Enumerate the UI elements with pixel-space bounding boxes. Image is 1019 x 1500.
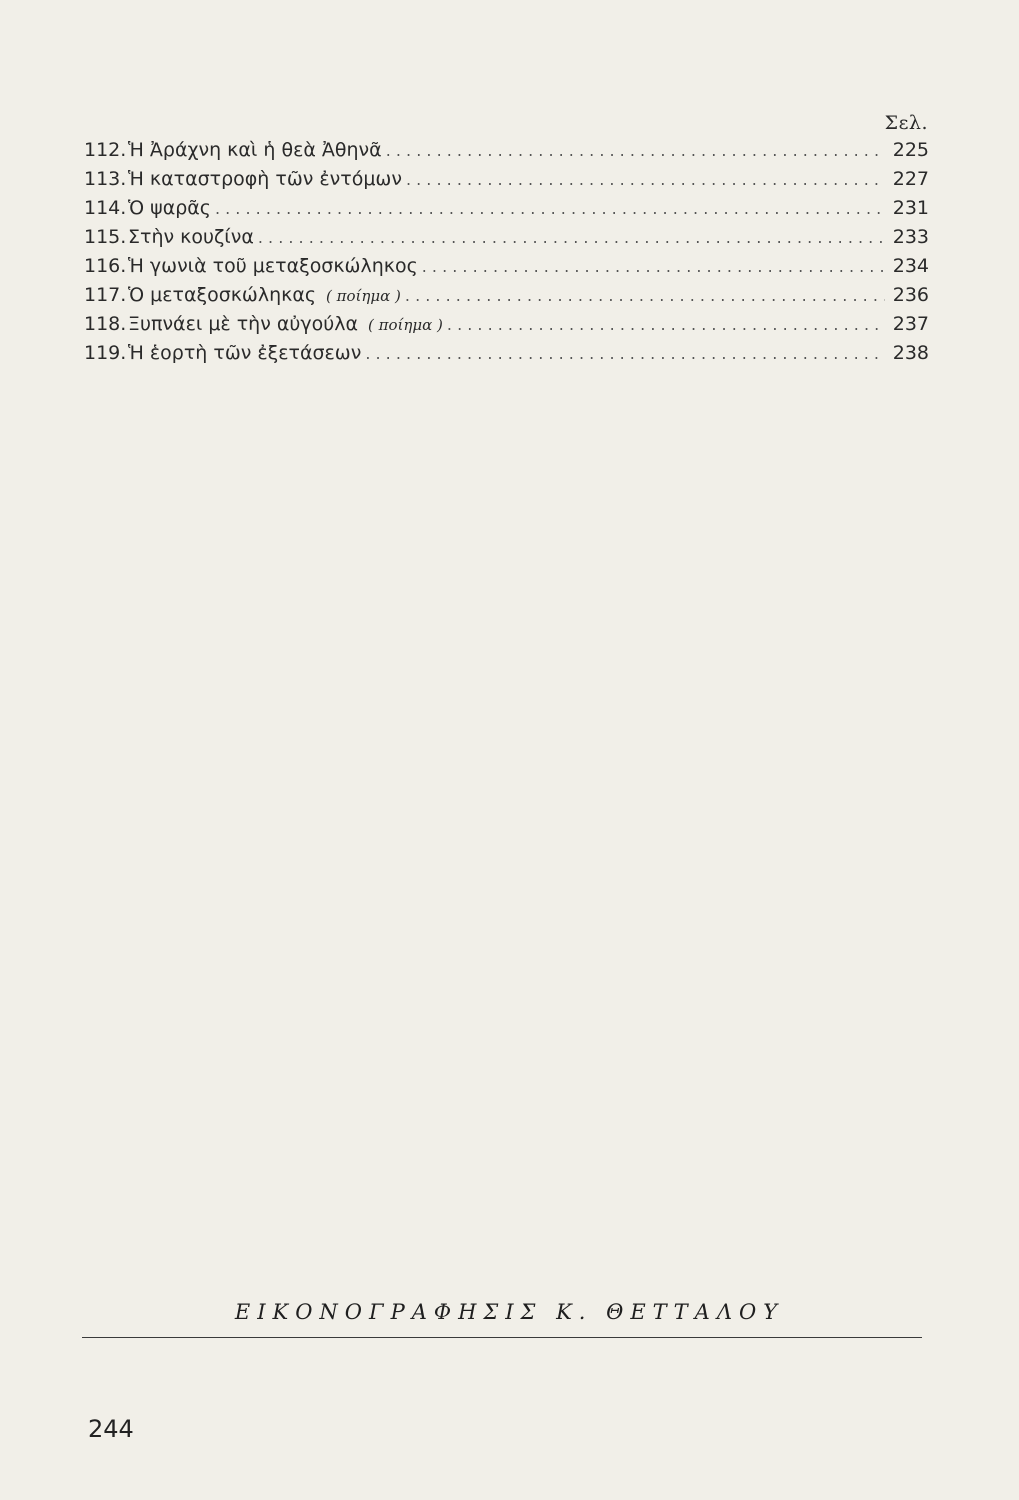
entry-number: 115. bbox=[84, 226, 127, 248]
dot-leader bbox=[258, 228, 885, 247]
page-column-header: Σελ. bbox=[884, 112, 928, 134]
dot-leader bbox=[405, 286, 885, 305]
toc-entry bbox=[84, 284, 929, 313]
entry-note: ( ποίημα ) bbox=[326, 287, 401, 305]
dot-leader bbox=[215, 199, 885, 218]
entry-number: 117. bbox=[84, 284, 127, 306]
dot-leader bbox=[406, 170, 885, 189]
entry-title: Ὁ ψαρᾶς bbox=[128, 197, 211, 219]
entry-page: 225 bbox=[892, 139, 929, 161]
table-of-contents bbox=[84, 139, 929, 371]
entry-title: Ξυπνάει μὲ τὴν αὐγούλα bbox=[128, 313, 358, 335]
toc-entry bbox=[84, 197, 929, 226]
entry-number: 112. bbox=[84, 139, 127, 161]
entry-page: 227 bbox=[892, 168, 929, 190]
entry-page: 233 bbox=[892, 226, 929, 248]
entry-title: Στὴν κουζίνα bbox=[128, 226, 254, 248]
entry-title: Ἡ καταστροφὴ τῶν ἐντόμων bbox=[128, 168, 402, 190]
entry-title: Ἡ ἑορτὴ τῶν ἐξετάσεων bbox=[128, 342, 362, 364]
page-number: 244 bbox=[88, 1415, 134, 1443]
entry-page: 236 bbox=[892, 284, 929, 306]
entry-note: ( ποίημα ) bbox=[368, 316, 443, 334]
dot-leader bbox=[447, 315, 885, 334]
toc-entry bbox=[84, 226, 929, 255]
entry-title: Ἡ γωνιὰ τοῦ μεταξοσκώληκος bbox=[128, 255, 418, 277]
entry-number: 113. bbox=[84, 168, 127, 190]
entry-number: 118. bbox=[84, 313, 127, 335]
entry-title: Ἡ Ἀράχνη καὶ ἡ θεὰ Ἀθηνᾶ bbox=[128, 139, 382, 161]
entry-page: 237 bbox=[892, 313, 929, 335]
dot-leader bbox=[386, 141, 885, 160]
entry-number: 116. bbox=[84, 255, 127, 277]
dot-leader bbox=[422, 257, 885, 276]
toc-entry bbox=[84, 255, 929, 284]
horizontal-rule bbox=[82, 1337, 922, 1338]
toc-entry bbox=[84, 139, 929, 168]
entry-number: 119. bbox=[84, 342, 127, 364]
toc-entry bbox=[84, 342, 929, 371]
entry-number: 114. bbox=[84, 197, 127, 219]
dot-leader bbox=[365, 344, 885, 363]
illustration-credit: ΕΙΚΟΝΟΓΡΑΦΗΣΙΣ Κ. ΘΕΤΤΑΛΟΥ bbox=[234, 1300, 785, 1324]
toc-entry bbox=[84, 168, 929, 197]
entry-page: 238 bbox=[892, 342, 929, 364]
entry-page: 231 bbox=[892, 197, 929, 219]
entry-page: 234 bbox=[892, 255, 929, 277]
entry-title: Ὁ μεταξοσκώληκας bbox=[128, 284, 317, 306]
toc-entry bbox=[84, 313, 929, 342]
